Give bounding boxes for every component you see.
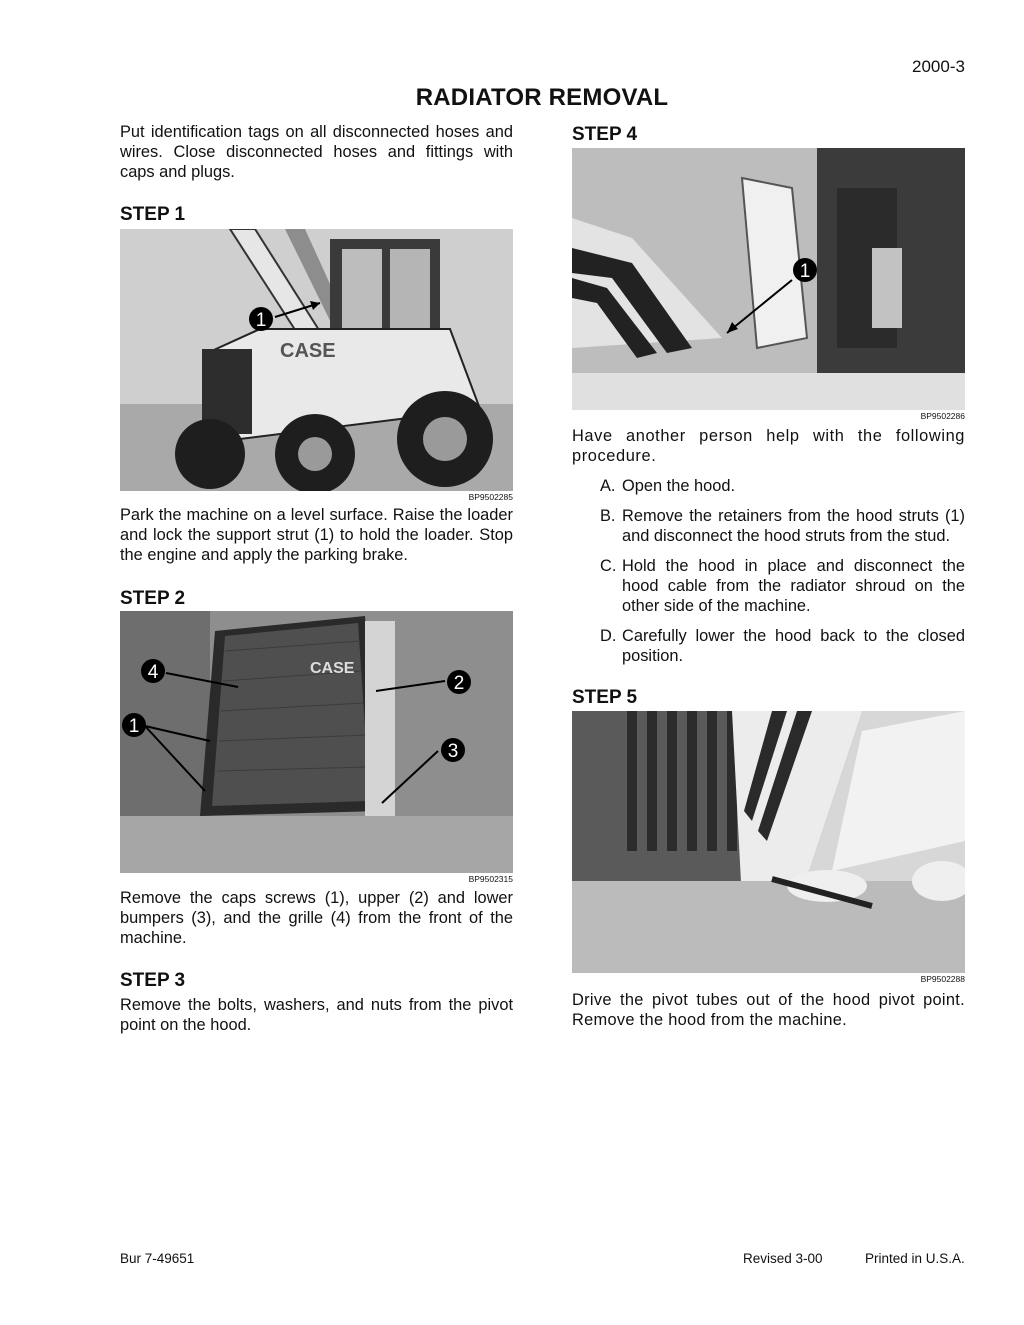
step2-photo <box>120 611 513 873</box>
step2-image-code: BP9502315 <box>468 874 513 884</box>
step1-heading: STEP 1 <box>120 204 186 225</box>
step5-photo <box>572 711 965 973</box>
step2-text: Remove the caps screws (1), upper (2) and lower bumpers (3), and the grille (4) from the front of the machine. <box>120 889 513 947</box>
substep-label: A. <box>600 477 616 495</box>
substep-label: D. <box>600 627 617 645</box>
step1-image-code: BP9502285 <box>468 492 513 502</box>
step2-brand-label: CASE <box>310 660 355 677</box>
callout-number: 1 <box>128 716 140 737</box>
footer-printed: Printed in U.S.A. <box>865 1251 965 1266</box>
step4-heading: STEP 4 <box>572 124 638 145</box>
step2-heading: STEP 2 <box>120 588 186 609</box>
page-number: 2000-3 <box>912 57 965 76</box>
intro-text: Put identification tags on all disconnected hoses and wires. Close disconnected hoses and fittings with caps and plugs. <box>120 123 513 181</box>
step4-photo <box>572 148 965 410</box>
footer-document-number: Bur 7-49651 <box>120 1251 195 1266</box>
step5-text: Drive the pivot tubes out of the hood pivot point. Remove the hood from the machine. <box>572 991 965 1029</box>
step5-image-code: BP9502288 <box>920 974 965 984</box>
substep-text: Open the hood. <box>622 477 736 495</box>
step3-text: Remove the bolts, washers, and nuts from the pivot point on the hood. <box>120 996 513 1034</box>
substep-label: B. <box>600 507 616 525</box>
callout-number: 3 <box>447 741 459 762</box>
step4-image-code: BP9502286 <box>920 411 965 421</box>
callout-number: 2 <box>453 673 465 694</box>
callout-number: 4 <box>147 662 159 683</box>
page-title: RADIATOR REMOVAL <box>415 84 669 111</box>
step4-text: Have another person help with the following procedure. <box>572 427 965 465</box>
substep-text: Hold the hood in place and disconnect the hood cable from the radiator shroud on the other side of the machine. <box>622 557 965 615</box>
step5-heading: STEP 5 <box>572 687 638 708</box>
step1-brand-label: CASE <box>280 340 336 362</box>
callout-number: 1 <box>799 261 811 282</box>
step1-text: Park the machine on a level surface. Raise the loader and lock the support strut (1) to hold the loader. Stop the engine and apply the parking brake. <box>120 506 513 564</box>
substep-c <box>600 556 965 616</box>
substep-text: Remove the retainers from the hood struts (1) and disconnect the hood struts from the stud. <box>622 507 965 545</box>
substep-a <box>600 476 965 496</box>
step3-heading: STEP 3 <box>120 970 186 991</box>
substep-text: Carefully lower the hood back to the closed position. <box>622 627 965 665</box>
substep-label: C. <box>600 557 617 575</box>
substep-b <box>600 506 965 546</box>
footer-revised: Revised 3-00 <box>743 1251 823 1266</box>
step1-photo <box>120 229 513 491</box>
substep-d <box>600 626 965 666</box>
callout-number: 1 <box>255 310 267 331</box>
